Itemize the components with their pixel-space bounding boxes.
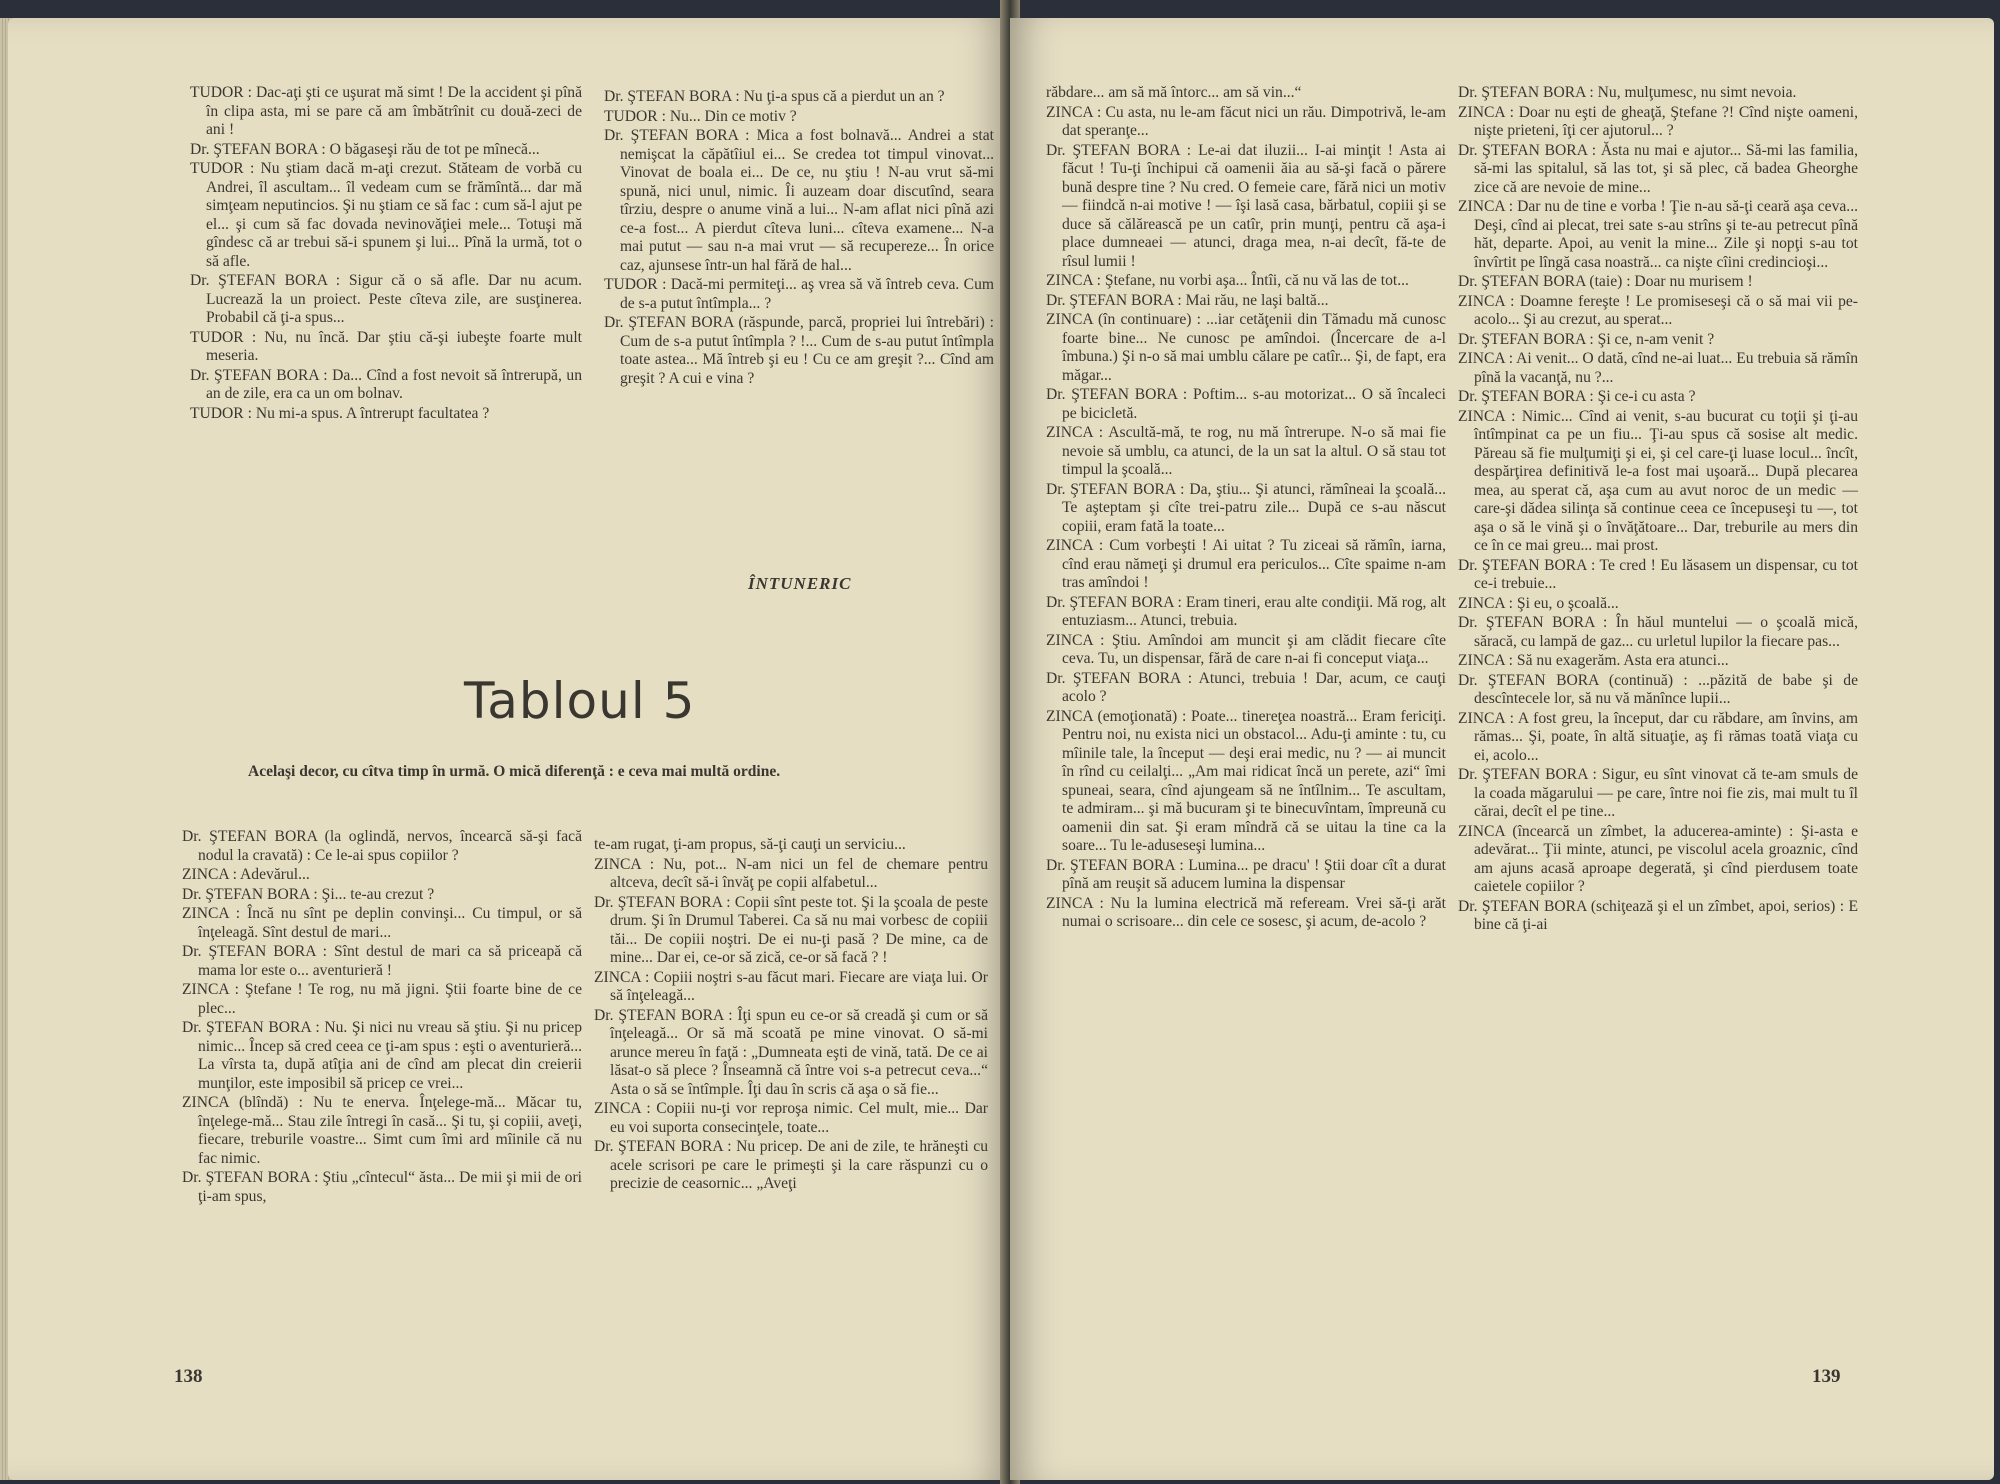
dialogue-line: Dr. ŞTEFAN BORA : Ăsta nu mai e ajutor... Să-mi las familia, să-mi las spitalul, să las tot, şi să plec, că badea Gheorghe zice că are nevoie de mine... <box>1458 141 1858 196</box>
dialogue-line: Dr. ŞTEFAN BORA : Nu ţi-a spus că a pierdut un an ? <box>604 88 945 105</box>
scene-title: Tabloul 5 <box>464 672 696 730</box>
dialogue-line: ZINCA : Ascultă-mă, te rog, nu mă întrerupe. N-o să mai fie nevoie să umblu, ca atunci, de la un sat la altul. O să stau tot timpul la şcoală... <box>1046 424 1446 478</box>
dialogue-line: Dr. ŞTEFAN BORA : O băgaseşi rău de tot pe mînecă... <box>190 140 540 158</box>
dialogue-line: Dr. ŞTEFAN BORA : Sigur, eu sînt vinovat că te-am smuls de la coada măgarului — pe care, între noi fie zis, mai mult tu îl cărai, decît el pe tine... <box>1458 766 1858 820</box>
dialogue-line: Dr. ŞTEFAN BORA : În hăul muntelui — o şcoală mică, săracă, cu lampă de gaz... cu urletul lupilor la fiecare pas... <box>1458 614 1858 650</box>
dialogue-line: Dr. ŞTEFAN BORA : Lumina... pe dracu' ! Ştii doar cît a durat pînă am reuşit să aducem lumina la dispensar <box>1046 856 1446 892</box>
dialogue-line: TUDOR : Nu... Din ce motiv ? <box>604 107 797 125</box>
right-page <box>1010 18 1994 1480</box>
left-column-3 <box>182 828 582 1206</box>
dialogue-line: ZINCA (emoţionată) : Poate... tinereţea noastră... Eram fericiţi. Pentru noi, nu exista nici un obstacol... Adu-ţi aminte : tu, cu mîinile tale, la început — deşi erai medic, nu ? — ai muncit în rînd cu ceilalţi... „Am mai ridicat încă un perete, azi“ îmi spuneai, seara, cînd ajungeam să ne întîlnim... Te ascultam, te admiram... şi mă bucuram şi te binecuvîntam, împreună cu oamenii din sat. Şi eram mîndră că se uitau la tine ca la soare... Tu le-aduseseşi lumina... <box>1046 707 1446 854</box>
dialogue-line: TUDOR : Nu, nu încă. Dar ştiu că-şi iubeşte foarte mult meseria. <box>190 328 582 364</box>
dialogue-line: Dr. ŞTEFAN BORA : Le-ai dat iluzii... I-ai minţit ! Asta ai făcut ! Tu-ţi închipui că oamenii ăia au să-şi facă o părere bună despre tine ? Nu cred. O femeie care, fără nici un motiv — fiindcă n-ai motive ! — îşi lasă casa, bărbatul, copiii şi se duce să călărească pe un catîr, prin munţi, pentru că aşa-i place dumneaei — atunci, draga mea, n-ai decît, fă-te de rîsul lumii ! <box>1046 141 1446 270</box>
left-column-1 <box>190 84 582 423</box>
dialogue-line: ZINCA (încearcă un zîmbet, la aducerea-aminte) : Şi-asta e adevărat... Ţii minte, atunci, pe viscolul acela groaznic, cînd am ajuns acasă aproape degerată, şi cînd pierdusem toate caietele copiilor ? <box>1458 822 1858 895</box>
dialogue-line: Dr. ŞTEFAN BORA (la oglindă, nervos, încearcă să-şi facă nodul la cravată) : Ce le-ai spus copiilor ? <box>182 828 582 864</box>
dialogue-line: Dr. ŞTEFAN BORA : Şi ce, n-am venit ? <box>1458 330 1715 348</box>
dialogue-line: te-am rugat, ţi-am propus, să-ţi cauţi un serviciu... <box>594 836 906 853</box>
page-number-right: 139 <box>1812 1366 1841 1387</box>
dialogue-line: ZINCA : Cu asta, nu le-am făcut nici un rău. Dimpotrivă, le-am dat speranţe... <box>1046 103 1446 139</box>
dialogue-line: ZINCA (blîndă) : Nu te enerva. Înţelege-mă... Măcar tu, înţelege-mă... Stau zile întregi în casă... Şi tu, şi copiii, aveţi, fiecare, treburile voastre... Simt cum îmi ard mîinile că nu fac nimic. <box>182 1094 582 1167</box>
dialogue-line: ZINCA : Copiii noştri s-au făcut mari. Fiecare are viaţa lui. Or să înţeleagă... <box>594 968 988 1004</box>
dialogue-line: ZINCA : Să nu exagerăm. Asta era atunci... <box>1458 652 1729 669</box>
dialogue-line: Dr. ŞTEFAN BORA : Mica a fost bolnavă... Andrei a stat nemişcat la căpătîiul ei... Se credea tot timpul vinovat... Vinovat de boala ei... De ce, nu ştiu ! N-au vrut să-mi spună, nici unul, nimic. Îi auzeam doar discutînd, seara tîrziu, despre o anume vină a lui... N-am aflat nici pînă azi ce-a fost... A pierdut cîteva luni... cîteva examene... N-a mai putut — sau n-a mai vrut — să recupereze... În orice caz, ajunsese într-un hal fără de hal... <box>604 127 994 274</box>
dialogue-line: ZINCA : Dar nu de tine e vorba ! Ţie n-au să-ţi ceară aşa ceva... Deşi, cînd ai plecat, trei sate s-au strîns şi te-au petrecut pînă hăt, departe. Apoi, au venit la mine... Zile şi nopţi s-au tot învîrtit pe lîngă casa noastră... ca nişte cîini credincioşi... <box>1458 198 1858 271</box>
dialogue-line: ZINCA : Şi eu, o şcoală... <box>1458 594 1619 612</box>
dialogue-line: ZINCA : Ai venit... O dată, cînd ne-ai luat... Eu trebuia să rămîn pînă la vacanţă, nu ?... <box>1458 350 1858 386</box>
dialogue-line: Dr. ŞTEFAN BORA : Copii sînt peste tot. Şi la şcoala de peste drum. Şi în Drumul Taberei. Ca să nu mai vorbesc de copiii tăi... De copiii noştri. De ei nu-ţi pasă ? De mine, ca de mine... Dar ei, ce-or să zică, ce-or să facă ? ! <box>594 893 988 966</box>
dialogue-line: ZINCA (în continuare) : ...iar cetăţenii din Tămadu mă cunosc foarte bine... Ne cunosc pe amîndoi. (Încercare de a-l îmbuna.) Şi n-o să mai umblu călare pe catîr... Şi, de fapt, era măgar... <box>1046 311 1446 384</box>
page-number-left: 138 <box>174 1366 203 1387</box>
dialogue-line: ZINCA : A fost greu, la început, dar cu răbdare, am învins, am rămas... Şi, poate, în altă situaţie, aş fi rămas toată viaţa cu ei, acolo... <box>1458 709 1858 764</box>
dialogue-line: Dr. ŞTEFAN BORA (schiţează şi el un zîmbet, apoi, serios) : E bine că ţi-ai <box>1458 897 1858 933</box>
dialogue-line: TUDOR : Dacă-mi permiteţi... aş vrea să vă întreb ceva. Cum de s-a putut întîmpla... ? <box>604 276 994 312</box>
dialogue-line: ZINCA : Doamne fereşte ! Le promiseseşi că o să mai vii pe-acolo... Şi au crezut, au sperat... <box>1458 292 1858 328</box>
right-column-1 <box>1046 84 1446 932</box>
dialogue-line: Dr. ŞTEFAN BORA : Şi ce-i cu asta ? <box>1458 388 1696 405</box>
end-mark: ÎNTUNERIC <box>748 574 852 593</box>
dialogue-line: TUDOR : Dac-aţi şti ce uşurat mă simt ! De la accident şi pînă în clipa asta, mi se pare că am îmbătrînit cu două-zeci de ani ! <box>190 84 582 138</box>
dialogue-line: Dr. ŞTEFAN BORA : Sînt destul de mari ca să priceapă că mama lor este o... aventurieră ! <box>182 943 582 979</box>
dialogue-line: Dr. ŞTEFAN BORA : Atunci, trebuia ! Dar, acum, ce cauţi acolo ? <box>1046 669 1446 705</box>
dialogue-line: ZINCA : Doar nu eşti de gheaţă, Ştefane ?! Cînd nişte oameni, nişte prieteni, îţi cer ajutorul... ? <box>1458 103 1858 139</box>
dialogue-line: ZINCA : Încă nu sînt pe deplin convinşi... Cu timpul, or să înţeleagă. Sînt destul de mari... <box>182 905 582 941</box>
dialogue-line: ZINCA : Nu la lumina electrică mă refeream. Vrei să-ţi arăt numai o scrisoare... din cele ce sosesc, şi acum, de-acolo ? <box>1046 894 1446 930</box>
dialogue-line: ZINCA : Adevărul... <box>182 866 310 883</box>
dialogue-line: răbdare... am să mă întorc... am să vin...“ <box>1046 84 1302 101</box>
dialogue-line: Dr. ŞTEFAN BORA : Eram tineri, erau alte condiţii. Mă rog, alt entuziasm... Atunci, trebuia. <box>1046 593 1446 629</box>
dialogue-line: Dr. ŞTEFAN BORA (răspunde, parcă, propriei lui întrebări) : Cum de s-a putut întîmpla ? !... Cum de s-au putut întîmpla toate astea... Mă întreb şi eu ! Cu ce am greşit ?... Cînd am greşit ? A cui e vina ? <box>604 314 994 387</box>
dialogue-line: Dr. ŞTEFAN BORA : Te cred ! Eu lăsasem un dispensar, cu tot ce-i trebuie... <box>1458 556 1858 592</box>
dialogue-line: ZINCA : Copiii nu-ţi vor reproşa nimic. Cel mult, mie... Dar eu voi suporta consecinţele, toate... <box>594 1100 988 1136</box>
dialogue-line: Dr. ŞTEFAN BORA : Îţi spun eu ce-or să creadă şi cum or să înţeleagă... Or să mă scoată pe mine vinovat. O să-mi arunce mereu în faţă : „Dumneata eşti de vină, tată. De ce ai lăsat-o să plece ? Înseamnă că între voi s-a petrecut ceva...“ Asta o să se întîmple. Îţi dau în scris că aşa o să fie... <box>594 1006 988 1098</box>
dialogue-line: ZINCA : Cum vorbeşti ! Ai uitat ? Tu ziceai să rămîn, iarna, cînd erau nămeţi şi drumul era periculos... Cîte spaime n-am tras amîndoi ! <box>1046 537 1446 591</box>
scene-description: Acelaşi decor, cu cîtva timp în urmă. O mică diferenţă : e ceva mai multă ordine. <box>248 763 781 780</box>
left-column-2 <box>604 88 994 388</box>
dialogue-line: Dr. ŞTEFAN BORA (continuă) : ...păzită de babe şi de descîntecele lor, să nu vă mănînce lupii... <box>1458 671 1858 707</box>
dialogue-line: TUDOR : Nu ştiam dacă m-aţi crezut. Stăteam de vorbă cu Andrei, îl ascultam... îl vedeam cum se frămîntă... dar mă simţeam neputincios. Şi nu ştiam ce să fac : cum să-l ajut pe el... şi cum să fac dovada nevinovăţiei mele... Totuşi mă gîndesc că ar trebui să-i spunem şi lui... Pînă la urmă, tot o să afle. <box>190 160 582 270</box>
dialogue-line: Dr. ŞTEFAN BORA : Poftim... s-au motorizat... O să încaleci pe bicicletă. <box>1046 386 1446 422</box>
dialogue-line: Dr. ŞTEFAN BORA (taie) : Doar nu murisem ! <box>1458 273 1753 290</box>
dialogue-line: Dr. ŞTEFAN BORA : Mai rău, ne laşi baltă... <box>1046 291 1329 309</box>
dialogue-line: ZINCA : Ştefane, nu vorbi aşa... Întîi, că nu vă las de tot... <box>1046 272 1409 289</box>
left-column-4 <box>594 836 988 1194</box>
dialogue-line: ZINCA : Nu, pot... N-am nici un fel de chemare pentru altceva, decît să-i învăţ pe copii alfabetul... <box>594 855 988 891</box>
dialogue-line: ZINCA : Nimic... Cînd ai venit, s-au bucurat cu toţii şi ţi-au întîmpinat ca pe un fiu... Ţi-au spus că sosise alt medic. Păreau să fie mulţumiţi şi ei, şi cel care-ţi luase locul... încît, despărţirea definitivă le-a fost mai uşoară... După plecarea mea, au sperat că, aşa cum au avut noroc de un medic — care-şi dădea silinţa să continue ceea ce începuseşi tu —, tot aşa o să le vină şi o învăţătoare... Dar, treburile au mers din ce în ce mai greu... mai prost. <box>1458 407 1858 554</box>
dialogue-line: ZINCA : Ştiu. Amîndoi am muncit şi am clădit fiecare cîte ceva. Tu, un dispensar, fără de care n-ai fi conceput viaţa... <box>1046 631 1446 667</box>
dialogue-line: Dr. ŞTEFAN BORA : Sigur că o să afle. Dar nu acum. Lucrează la un proiect. Peste cîteva zile, are susţinerea. Probabil că ţi-a spus... <box>190 272 582 326</box>
dialogue-line: Dr. ŞTEFAN BORA : Ştiu „cîntecul“ ăsta... De mii şi mii de ori ţi-am spus, <box>182 1169 582 1205</box>
dialogue-line: Dr. ŞTEFAN BORA : Da, ştiu... Şi atunci, rămîneai la şcoală... Te aşteptam şi cîte trei-patru zile... După ce s-au născut copiii, eram fată la toate... <box>1046 480 1446 535</box>
dialogue-line: Dr. ŞTEFAN BORA : Da... Cînd a fost nevoit să întrerupă, un an de zile, era ca un om bolnav. <box>190 366 582 402</box>
dialogue-line: Dr. ŞTEFAN BORA : Nu pricep. De ani de zile, te hrăneşti cu acele scrisori pe care le primeşti şi la care răspunzi cu o precizie de ceasornic... „Aveţi <box>594 1138 988 1192</box>
left-page <box>8 18 1008 1480</box>
dialogue-line: Dr. ŞTEFAN BORA : Şi... te-au crezut ? <box>182 885 435 903</box>
dialogue-line: Dr. ŞTEFAN BORA : Nu. Şi nici nu vreau să ştiu. Şi nu pricep nimic... Încep să cred ceea ce ţi-am spus : eşti o aventurieră... La vîrsta ta, după atîţia ani de cînd am plecat din creierii munţilor, este imposibil să pricep ce vrei... <box>182 1019 582 1092</box>
dialogue-line: Dr. ŞTEFAN BORA : Nu, mulţumesc, nu simt nevoia. <box>1458 84 1797 101</box>
dialogue-line: ZINCA : Ştefane ! Te rog, nu mă jigni. Ştii foarte bine de ce plec... <box>182 981 582 1017</box>
dialogue-line: TUDOR : Nu mi-a spus. A întrerupt facultatea ? <box>190 404 490 422</box>
right-column-2 <box>1458 84 1858 935</box>
